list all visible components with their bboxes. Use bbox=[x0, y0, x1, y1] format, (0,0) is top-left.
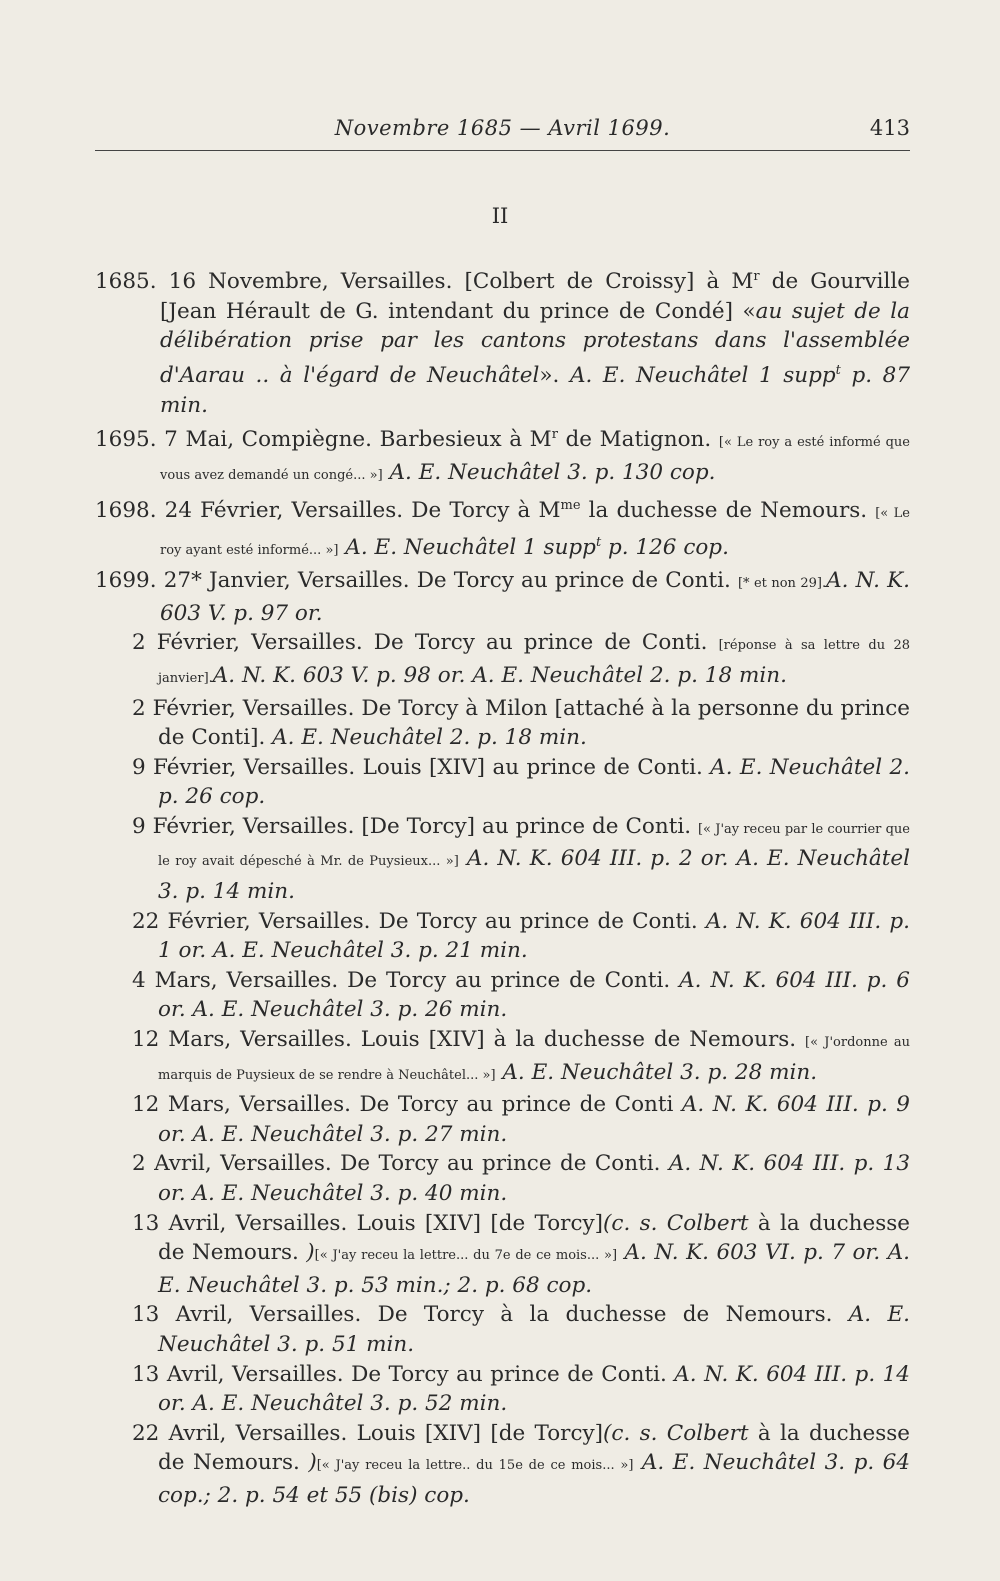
entry-text: 2 Février, Versailles. De Torcy au prince de Conti. bbox=[132, 630, 719, 656]
entry-italic: (c. s. Colbert bbox=[603, 1210, 749, 1236]
entry bbox=[95, 420, 910, 490]
entry-text: 1695. 7 Mai, Compiègne. Barbesieux à M bbox=[95, 427, 552, 453]
entry-text: 12 Mars, Versailles. De Torcy au prince de Conti bbox=[132, 1092, 682, 1118]
entry-text3: à la duchesse de Nemours. bbox=[158, 1420, 910, 1476]
entry bbox=[95, 907, 910, 966]
entry-text2: de Gourville [Jean Hérault de G. intendant du prince de Condé] « bbox=[160, 269, 910, 324]
entry bbox=[95, 1090, 910, 1149]
entry bbox=[95, 1025, 910, 1090]
entry-ref: A. N. K. 604 III. p. 9 or. A. E. Neuchâtel 3. p. 27 min. bbox=[158, 1092, 910, 1147]
entry-ref2: p. 126 cop. bbox=[601, 535, 729, 561]
running-title: Novembre 1685 — Avril 1699. bbox=[334, 116, 671, 140]
entry-ref: A. N. K. 604 III. p. 14 or. A. E. Neuchâtel 3. p. 52 min. bbox=[158, 1361, 910, 1417]
entry-text: 9 Février, Versailles. [De Torcy] au prince de Conti. bbox=[132, 813, 698, 839]
entry-list bbox=[95, 262, 910, 1511]
entry-ref: A. N. K. 603 VI. p. 7 or. A. E. Neuchâtel 3. p. 53 min.; 2. p. 68 cop. bbox=[158, 1240, 910, 1298]
entry bbox=[95, 491, 910, 567]
entry-ref: A. E. Neuchâtel 3. p. 130 cop. bbox=[382, 460, 716, 486]
entry bbox=[95, 1209, 910, 1301]
entry-small: [« Le roy ayant esté informé... »] bbox=[160, 505, 910, 559]
entry-small: [« J'ay receu par le courrier que le roy avait dépesché à Mr. de Puysieux... »] bbox=[158, 821, 910, 870]
entry-small: [« J'ordonne au marquis de Puysieux de se rendre à Neuchâtel... »] bbox=[158, 1035, 910, 1083]
entry-ref: A. N. K. 604 III. p. 1 or. A. E. Neuchâtel 3. p. 21 min. bbox=[158, 908, 910, 964]
entry-text: 1685. 16 Novembre, Versailles. [Colbert de Croissy] à M bbox=[95, 269, 754, 295]
entry-italic2: ) bbox=[308, 1450, 317, 1476]
entry-ref: A. N. K. 603 V. p. 98 or. A. E. Neuchâtel 2. p. 18 min. bbox=[212, 662, 787, 688]
entry bbox=[95, 566, 910, 628]
entry-ref: A. N. K. 604 III. p. 6 or. A. E. Neuchâtel 3. p. 26 min. bbox=[158, 967, 910, 1023]
running-head bbox=[95, 114, 910, 151]
entry-ref: A. N. K. 604 III. p. 2 or. A. E. Neuchâtel 3. p. 14 min. bbox=[158, 846, 910, 905]
entry bbox=[95, 966, 910, 1025]
entry-text: 9 Février, Versailles. Louis [XIV] au prince de Conti. bbox=[132, 754, 711, 780]
entry-text: 22 Avril, Versailles. Louis [XIV] bbox=[132, 1420, 491, 1446]
entry-text: 1698. 24 Février, Versailles. De Torcy à M bbox=[95, 497, 561, 523]
entry-text: 13 Avril, Versailles. De Torcy à la duchesse de Nemours. bbox=[132, 1302, 849, 1328]
entry-ref: A. E. Neuchâtel 3. p. 51 min. bbox=[158, 1302, 910, 1357]
entry bbox=[95, 1149, 910, 1208]
entry-text3: à la duchesse de Nemours. bbox=[158, 1210, 910, 1266]
entry-ref: A. E. Neuchâtel 1 supp bbox=[569, 363, 836, 389]
entry bbox=[95, 694, 910, 753]
entry-text2: [de Torcy] bbox=[490, 1420, 604, 1446]
entry-ref: A. E. Neuchâtel 1 supp bbox=[338, 535, 596, 561]
page-number: 413 bbox=[869, 116, 910, 140]
entry-small: [réponse à sa lettre du 28 janvier]. bbox=[158, 638, 910, 686]
entry-sup: r bbox=[753, 269, 760, 284]
entry-text: 4 Mars, Versailles. De Torcy au prince de Conti. bbox=[132, 967, 680, 993]
entry-text2: la duchesse de Nemours. bbox=[580, 497, 876, 523]
entry-text: 13 Avril, Versailles. Louis [XIV] bbox=[132, 1210, 491, 1236]
entry-ref: A. E. Neuchâtel 2. p. 18 min. bbox=[272, 725, 587, 751]
entry-italic: (c. s. Colbert bbox=[603, 1420, 749, 1446]
entry-text: 22 Février, Versailles. De Torcy au prince de Conti. bbox=[132, 908, 706, 934]
entry-text: 12 Mars, Versailles. Louis [XIV] à la duchesse de Nemours. bbox=[132, 1027, 806, 1053]
entry bbox=[95, 753, 910, 812]
entry-text2: [de Torcy] bbox=[490, 1210, 604, 1236]
entry bbox=[95, 262, 910, 420]
entry-small: [« Le roy a esté informé que vous avez demandé un congé... »] bbox=[160, 435, 910, 484]
entry-text: 1699. 27* Janvier, Versailles. De Torcy au prince de Conti. bbox=[95, 568, 738, 594]
entry-text: 13 Avril, Versailles. De Torcy au prince de Conti. bbox=[132, 1361, 675, 1387]
entry-ref: A. N. K. 604 III. p. 13 or. A. E. Neuchâtel 3. p. 40 min. bbox=[158, 1151, 910, 1206]
entry bbox=[95, 1419, 910, 1511]
entry-ref: A. E. Neuchâtel 3. p. 64 cop.; 2. p. 54 et 55 (bis) cop. bbox=[158, 1450, 911, 1508]
entry-text3: ». bbox=[539, 363, 570, 389]
entry bbox=[95, 1360, 910, 1419]
entry-text: 2 Avril, Versailles. De Torcy au prince de Conti. bbox=[132, 1151, 669, 1177]
entry-sup: r bbox=[551, 427, 558, 443]
entry-italic: au sujet de la délibération prise par les cantons protestans dans l'assemblée d'Aarau .. à l'égard de Neuchâtel bbox=[160, 298, 910, 389]
entry-small: [* et non 29]. bbox=[737, 576, 827, 592]
entry-text2: de Matignon. bbox=[557, 427, 719, 453]
entry bbox=[95, 1300, 910, 1359]
entry-refsup: t bbox=[835, 362, 841, 378]
entry-small: [« J'ay receu la lettre... du 7e de ce mois... »] bbox=[314, 1248, 618, 1264]
entry-refsup: t bbox=[595, 535, 602, 551]
entry-ref: A. E. Neuchâtel 2. p. 26 cop. bbox=[158, 754, 910, 810]
entry-ref: A. E. Neuchâtel 3. p. 28 min. bbox=[495, 1059, 818, 1085]
entry-small: [« J'ay receu la lettre.. du 15e de ce mois... »] bbox=[316, 1458, 634, 1474]
section-numeral: II bbox=[491, 204, 509, 228]
entry-ref2: p. 87 min. bbox=[160, 363, 910, 418]
entry-text: 2 Février, Versailles. De Torcy à Milon [attaché à la personne du prince de Conti]. bbox=[132, 695, 910, 751]
entry-sup: me bbox=[560, 497, 581, 513]
entry bbox=[95, 628, 910, 693]
entry-italic2: ) bbox=[306, 1240, 315, 1266]
entry bbox=[95, 812, 910, 907]
entry-ref: A. N. K. 603 V. p. 97 or. bbox=[160, 568, 910, 626]
